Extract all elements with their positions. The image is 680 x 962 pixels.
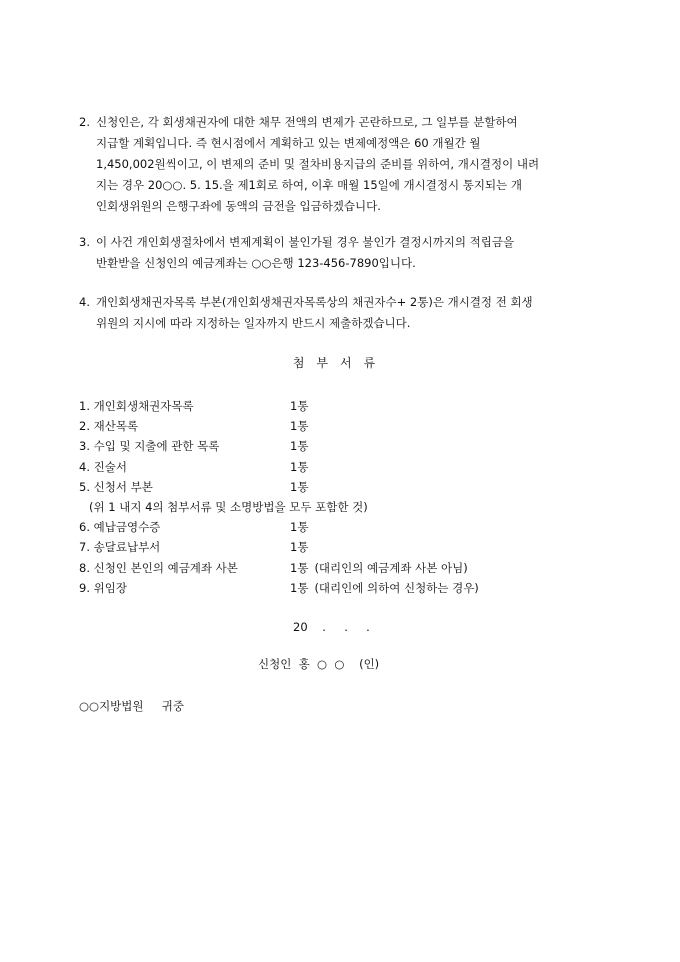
- paragraph-line: 인회생위원의 은행구좌에 동액의 금전을 입금하겠습니다.: [96, 199, 381, 213]
- date-line: 20 . . .: [293, 620, 370, 634]
- court-addressee: ○○지방법원 귀중: [79, 699, 184, 713]
- paragraph-3: [79, 232, 609, 274]
- paragraph-line: 1,450,002원씩이고, 이 변제의 준비 및 절차비용지급의 준비를 위하여, 개시결정이 내려: [96, 157, 540, 171]
- paragraph-line: 위원의 지시에 따라 지정하는 일자까지 반드시 제출하겠습니다.: [96, 316, 411, 330]
- applicant-name: 홍 ○ ○: [298, 657, 345, 671]
- paragraph-number: 2.: [79, 115, 90, 129]
- attachment-item: 4. 진술서 1통: [79, 459, 309, 474]
- attachment-item: 6. 예납금영수증 1통: [79, 520, 309, 535]
- paragraph-number: 4.: [79, 295, 90, 309]
- paragraph-2: [79, 112, 609, 217]
- paragraph-line: 지급할 계획입니다. 즉 현시점에서 계획하고 있는 변제예정액은 60 개월간 월: [96, 136, 481, 150]
- attachment-item: 1. 개인회생채권자목록 1통: [79, 399, 309, 413]
- paragraph-line: 3. 이 사건 개인회생절차에서 변제계획이 불인가될 경우 불인가 결정시까지의 적립금을: [79, 232, 609, 253]
- attachment-note: (대리인에 의하여 신청하는 경우): [314, 580, 479, 595]
- paragraph-line: 지는 경우 20○○. 5. 15.을 제1회로 하여, 이후 매월 15일에 개시결정시 통지되는 개: [96, 178, 522, 192]
- attachment-item: 3. 수입 및 지출에 관한 목록 1통: [79, 439, 309, 454]
- attachment-item: 9. 위임장 1통 (대리인에 의하여 신청하는 경우): [79, 580, 479, 595]
- attachment-note: (대리인의 예금계좌 사본 아님): [314, 560, 468, 575]
- paragraph-4: [79, 292, 609, 334]
- attachment-item: 7. 송달료납부서 1통: [79, 540, 309, 555]
- attachment-subnote: (위 1 내지 4의 첨부서류 및 소명방법을 모두 포함한 것): [89, 499, 368, 514]
- attachments-list: [79, 396, 639, 598]
- applicant-label: 신청인: [258, 657, 292, 671]
- signature-line: [258, 656, 379, 672]
- paragraph-line: 2. 신청인은, 각 회생채권자에 대한 채무 전액의 변제가 곤란하므로, 그 일부를 분할하여: [79, 112, 609, 133]
- paragraph-number: 3.: [79, 235, 90, 249]
- attachment-item: 8. 신청인 본인의 예금계좌 사본 1통 (대리인의 예금계좌 사본 아님): [79, 560, 468, 575]
- paragraph-line: 4. 개인회생채권자목록 부본(개인회생채권자목록상의 채권자수+ 2통)은 개시결정 전 회생: [79, 292, 609, 313]
- attachment-item: 2. 재산목록 1통: [79, 419, 309, 434]
- paragraph-line: 반환받을 신청인의 예금계좌는 ○○은행 123-456-7890입니다.: [96, 256, 416, 270]
- seal-mark: (인): [359, 657, 380, 671]
- attachments-heading: 첨부서류: [292, 356, 388, 370]
- attachment-item: 5. 신청서 부본 1통: [79, 479, 309, 494]
